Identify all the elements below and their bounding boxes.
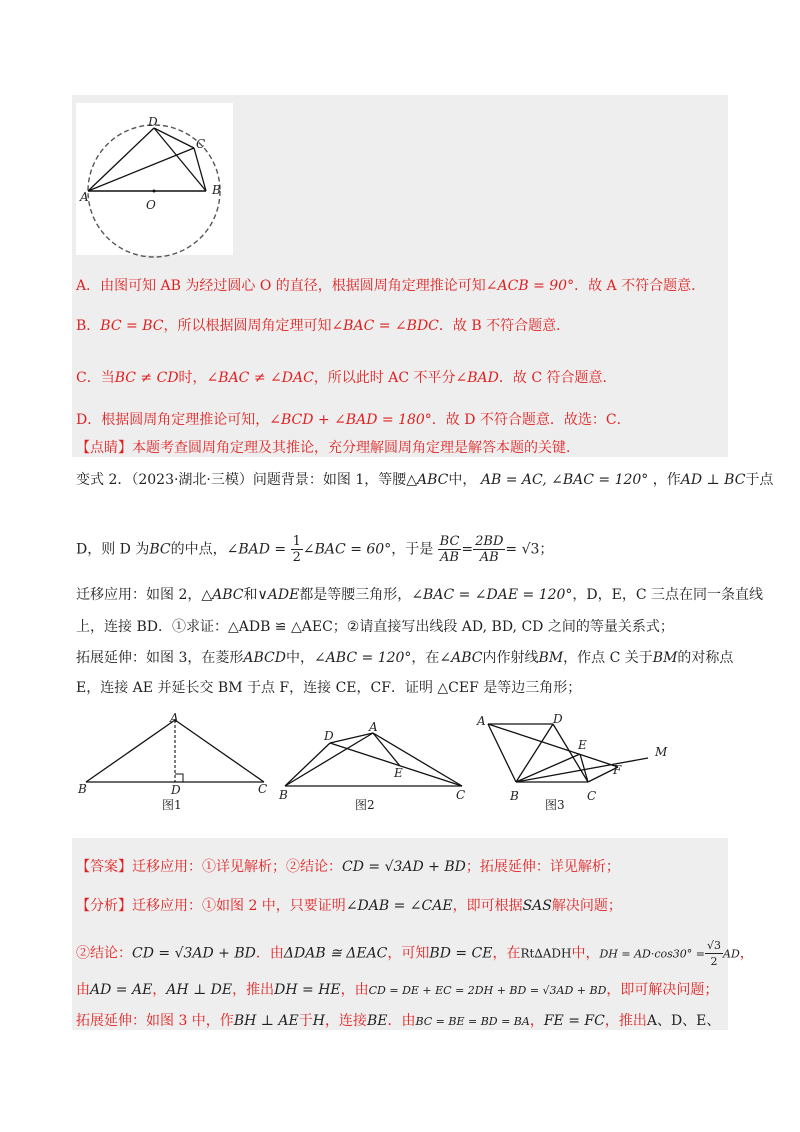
problem-line-2: D，则 D 为BC的中点，∠BAD = $\frac{1}{2}$ ∠BAC = 60°，于是 $\frac{BC}{AB}$ = $\frac{2BD}{AB}$ = √3； [76,534,554,565]
fig3-label-a: A [477,714,486,728]
problem-line-4: 上，连接 BD．①求证：△ADB ≌ △AEC；②请直接写出线段 AD, BD, CD 之间的等量关系式； [76,619,674,635]
analysis-line-4: 拓展延伸：如图 3 中，作BH ⊥ AE于H，连接BE．由BC = BE = BD = BA，FE = FC，推出A、D、E、 [76,1013,721,1029]
analysis-line-2: ②结论：CD = √3AD + BD．由ΔDAB ≅ ΔEAC，可知BD = CE，在Rt∆ADH中，DH = AD·cos30° = $\frac{√3}{2}$ AD， [76,939,754,968]
problem-line-5: 拓展延伸：如图 3，在菱形ABCD中，∠ABC = 120°，在∠ABC内作射线BM，作点 C 关于BM的对称点 [76,650,734,666]
fig2-caption: 图2 [355,798,375,812]
solution-comment: 【点睛】本题考查圆周角定理及其推论，充分理解圆周角定理是解答本题的关键． [76,440,580,456]
fig2-label-d: D [324,729,334,743]
fig1-label-d: D [171,783,181,797]
problem-line-1: 变式 2．（2023·湖北·三模）问题背景：如图 1，等腰△ABC中， AB = AC, ∠BAC = 120° ，作AD ⊥ BC于点 [76,472,774,488]
analysis-line-1: 【分析】迁移应用：①如图 2 中，只要证明∠DAB = ∠CAE，即可根据SAS解决问题； [76,898,622,914]
option-d: D．根据圆周角定理推论可知，∠BCD + ∠BAD = 180°．故 D 不符合题意．故选：C． [76,412,631,428]
fig2-label-e: E [394,766,403,780]
circle-label-c: C [196,137,206,151]
fig1-label-a: A [170,711,179,725]
fig3-label-b: B [510,789,519,803]
circle-label-b: B [212,183,221,197]
fig3-label-f: F [613,763,622,777]
circle-label-a: A [80,190,89,204]
fig1-caption: 图1 [162,798,182,812]
fig1-label-b: B [78,782,87,796]
problem-line-3: 迁移应用：如图 2，△ABC和∨ADE都是等腰三角形，∠BAC = ∠DAE = 120°，D，E，C 三点在同一条直线 [76,587,764,603]
fig1-label-c: C [258,782,268,796]
circle-label-o: O [146,198,156,212]
answer-line: 【答案】迁移应用：①详见解析；②结论：CD = √3AD + BD；拓展延伸：详见解析； [76,859,620,875]
fig3-label-e: E [578,738,587,752]
figure-3-drawing [478,712,678,792]
option-c: C．当BC ≠ CD时，∠BAC ≠ ∠DAC，所以此时 AC 不平分∠BAD．故 C 符合题意． [76,370,617,386]
fig3-label-m: M [655,745,668,759]
circle-label-d: D [148,115,158,129]
option-a: A．由图可知 AB 为经过圆心 O 的直径，根据圆周角定理推论可知∠ACB = 90°．故 A 不符合题意． [76,278,706,294]
analysis-line-3: 由AD = AE，AH ⊥ DE，推出DH = HE，由CD = DE + EC = 2DH + BD = √3AD + BD，即可解决问题； [76,982,719,998]
fig3-label-c: C [587,789,597,803]
fig2-label-a: A [369,720,378,734]
fig2-label-b: B [279,788,288,802]
problem-line-6: E，连接 AE 并延长交 BM 于点 F，连接 CE，CF．证明 △CEF 是等边三角形； [76,680,582,696]
option-b: B．BC = BC，所以根据圆周角定理可知∠BAC = ∠BDC．故 B 不符合题意． [76,318,571,334]
fig3-label-d: D [553,712,563,726]
fig3-caption: 图3 [545,798,565,812]
fig2-label-c: C [456,788,466,802]
